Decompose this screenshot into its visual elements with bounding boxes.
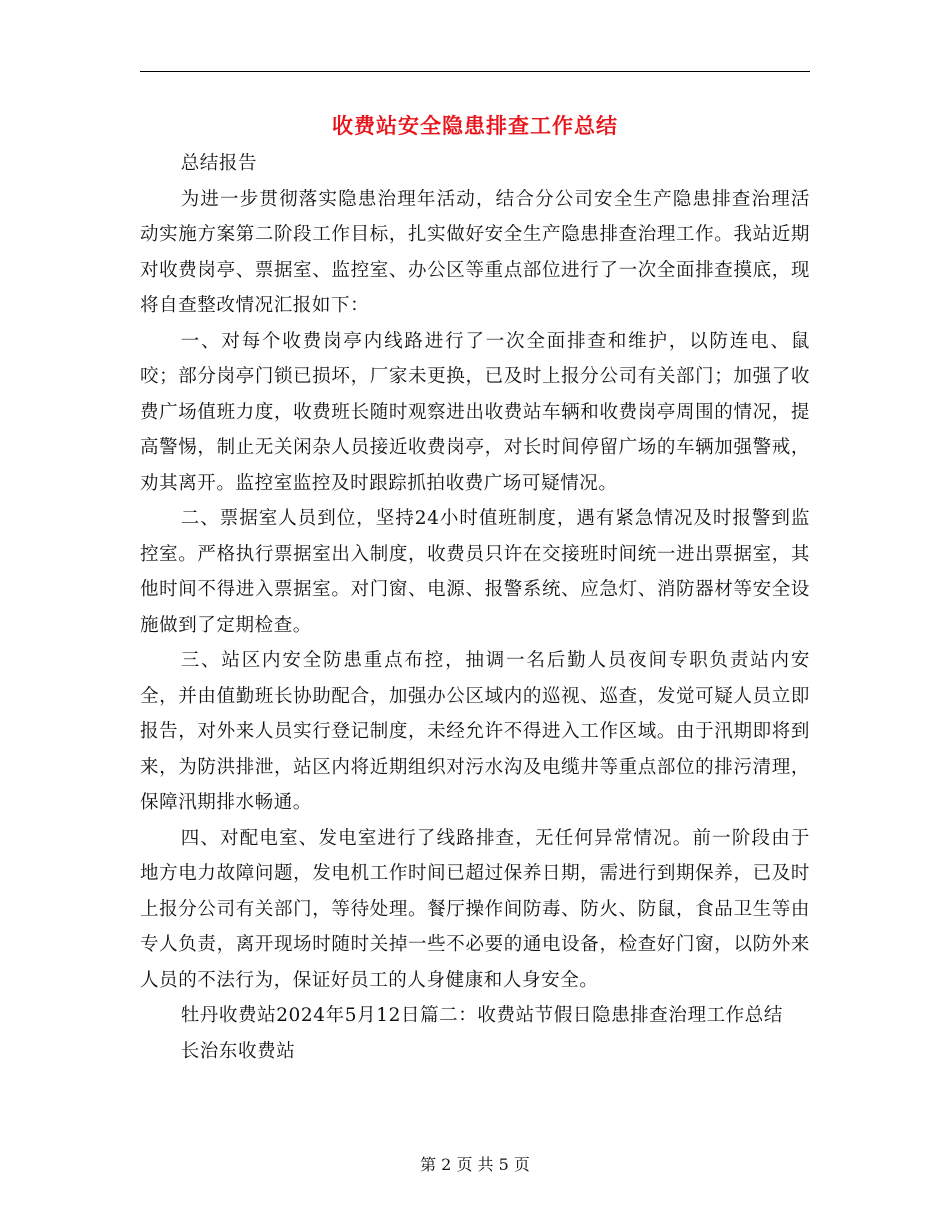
paragraph-item-4: 四、对配电室、发电室进行了线路排查，无任何异常情况。前一阶段由于地方电力故障问题，发电机工作时间已超过保养日期，需进行到期保养，已及时上报分公司有关部门，等待处理。餐厅操作间防毒、防火、防鼠，食品卫生等由专人负责，离开现场时随时关掉一些不必要的通电设备，检查好门窗，以防外来人员的不法行为，保证好员工的人身健康和人身安全。 [140,827,810,991]
page-footer: 第 2 页 共 5 页 [420,1155,530,1174]
document-body [140,146,810,1069]
paragraph-item-3: 三、站区内安全防患重点布控，抽调一名后勤人员夜间专职负责站内安全，并由值勤班长协助配合，加强办公区域内的巡视、巡查，发觉可疑人员立即报告，对外来人员实行登记制度，未经允许不得进入工作区域。由于汛期即将到来，为防洪排泄，站区内将近期组织对污水沟及电缆井等重点部位的排污清理，保障汛期排水畅通。 [140,650,810,813]
document-title: 收费站安全隐患排查工作总结 [332,113,618,138]
paragraph-station-name: 长治东收费站 [180,1040,296,1062]
paragraph-item-1: 一、对每个收费岗亭内线路进行了一次全面排查和维护，以防连电、鼠咬；部分岗亭门锁已损坏，厂家未更换，已及时上报分公司有关部门；加强了收费广场值班力度，收费班长随时观察进出收费站车辆和收费岗亭周围的情况，提高警惕，制止无关闲杂人员接近收费岗亭，对长时间停留广场的车辆加强警戒，劝其离开。监控室监控及时跟踪抓拍收费广场可疑情况。 [140,330,810,494]
paragraph-signature: 牡丹收费站2024年5月12日篇二：收费站节假日隐患排查治理工作总结 [180,1005,783,1026]
paragraph-intro: 为进一步贯彻落实隐患治理年活动，结合分公司安全生产隐患排查治理活动实施方案第二阶段工作目标，扎实做好安全生产隐患排查治理工作。我站近期对收费岗亭、票据室、监控室、办公区等重点部位进行了一次全面排查摸底，现将自查整改情况汇报如下： [140,188,810,316]
paragraph-item-2: 二、票据室人员到位，坚持24小时值班制度，遇有紧急情况及时报警到监控室。严格执行票据室出入制度，收费员只许在交接班时间统一进出票据室，其他时间不得进入票据室。对门窗、电源、报警系统、应急灯、消防器材等安全设施做到了定期检查。 [140,508,810,636]
paragraph-report-label: 总结报告 [180,153,258,174]
header-rule [140,71,810,72]
